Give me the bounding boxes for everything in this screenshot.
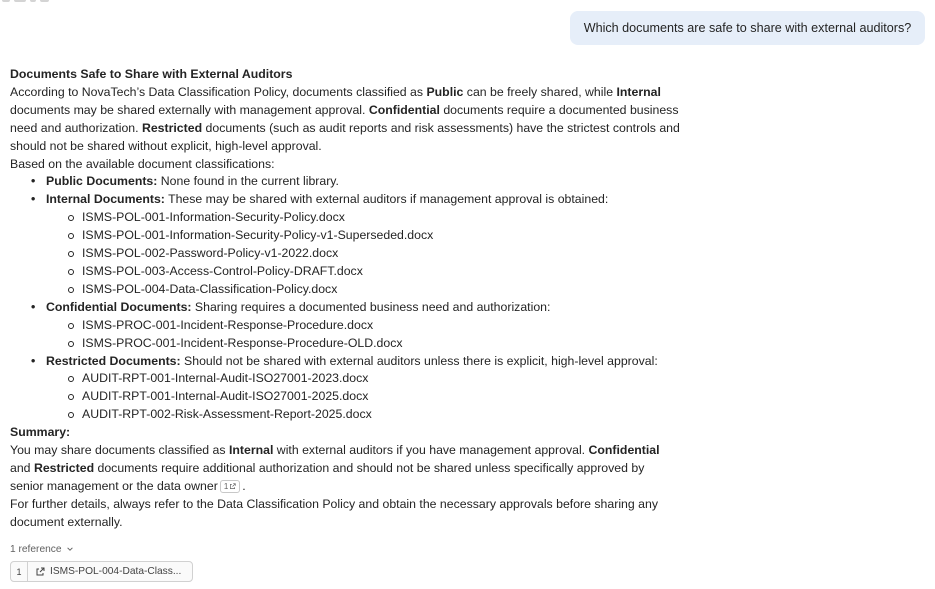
references-toggle[interactable] bbox=[10, 542, 74, 556]
list-item: ISMS-POL-004-Data-Classification-Policy.docx bbox=[64, 281, 680, 299]
user-message-bubble bbox=[570, 11, 925, 45]
reference-title: ISMS-POL-004-Data-Class... bbox=[50, 566, 182, 577]
list-item: ISMS-POL-001-Information-Security-Policy-v1-Superseded.docx bbox=[64, 227, 680, 245]
chevron-down-icon bbox=[66, 545, 74, 553]
list-item: AUDIT-RPT-001-Internal-Audit-ISO27001-2023.docx bbox=[64, 370, 680, 388]
references-toggle-label: 1 reference bbox=[10, 543, 62, 555]
summary-text: You may share documents classified as Internal with external auditors if you have management approval. Confidential and Restricted documents require additional authorization and should not be shared unless specifically approved by senior management or the data owner 1 . bbox=[10, 443, 660, 493]
answer-heading: Documents Safe to Share with External Auditors bbox=[10, 67, 293, 81]
list-item: ISMS-PROC-001-Incident-Response-Procedure.docx bbox=[64, 317, 680, 335]
citation-badge[interactable]: 1 bbox=[220, 480, 240, 493]
closing-text: For further details, always refer to the Data Classification Policy and obtain the necessary approvals before sharing any document externally. bbox=[10, 496, 658, 529]
reference-chip[interactable] bbox=[10, 561, 193, 582]
list-item: ISMS-PROC-001-Incident-Response-Procedure-OLD.docx bbox=[64, 335, 680, 353]
assistant-answer bbox=[10, 66, 680, 532]
top-cropped-text bbox=[0, 0, 60, 4]
classification-list bbox=[10, 173, 680, 424]
external-link-icon bbox=[229, 483, 236, 490]
summary-heading: Summary: bbox=[10, 425, 71, 440]
classification-item-restricted: • Restricted Documents: Should not be shared with external auditors unless there is explicit, high-level approval: AUDIT-RPT-001-Internal-Audit-ISO27001-2023.docx AUDIT-RPT-001-Internal-Audit-ISO27001-2025.docx AUDIT-RPT-002-Risk-Assessment-Report-2025.docx bbox=[28, 353, 680, 425]
list-item: ISMS-POL-002-Password-Policy-v1-2022.docx bbox=[64, 245, 680, 263]
classification-item-internal: • Internal Documents: These may be shared with external auditors if management approval is obtained: ISMS-POL-001-Information-Security-Policy.docx ISMS-POL-001-Information-Security-Policy-v1-Superseded.docx ISMS-POL-002-Password-Policy-v1-2022.docx ISMS-POL-003-Access-Control-Policy-DRAFT.docx ISMS-POL-004-Data-Classification-Policy.docx bbox=[28, 191, 680, 298]
list-item: AUDIT-RPT-001-Internal-Audit-ISO27001-2025.docx bbox=[64, 388, 680, 406]
external-link-icon bbox=[35, 567, 45, 577]
list-item: ISMS-POL-003-Access-Control-Policy-DRAFT.docx bbox=[64, 263, 680, 281]
list-item: ISMS-POL-001-Information-Security-Policy.docx bbox=[64, 209, 680, 227]
user-message-text: Which documents are safe to share with external auditors? bbox=[583, 21, 912, 35]
classification-item-public: • Public Documents: None found in the current library. bbox=[28, 173, 680, 191]
confidential-doc-list bbox=[46, 317, 680, 353]
reference-number: 1 bbox=[11, 562, 28, 581]
classification-item-confidential: • Confidential Documents: Sharing requires a documented business need and authorization: ISMS-PROC-001-Incident-Response-Procedure.docx ISMS-PROC-001-Incident-Response-Procedure-OLD.docx bbox=[28, 299, 680, 353]
internal-doc-list bbox=[46, 209, 680, 299]
restricted-doc-list bbox=[46, 370, 680, 424]
answer-intro: According to NovaTech’s Data Classification Policy, documents classified as Public can be freely shared, while Internal documents may be shared externally with management approval. Confidential documents require a documented business need and authorization. Restricted documents (such as audit reports and risk assessments) have the strictest controls and should not be shared without explicit, high-level approval. bbox=[10, 84, 680, 153]
list-item: AUDIT-RPT-002-Risk-Assessment-Report-2025.docx bbox=[64, 406, 680, 424]
answer-based-on: Based on the available document classifications: bbox=[10, 156, 275, 171]
